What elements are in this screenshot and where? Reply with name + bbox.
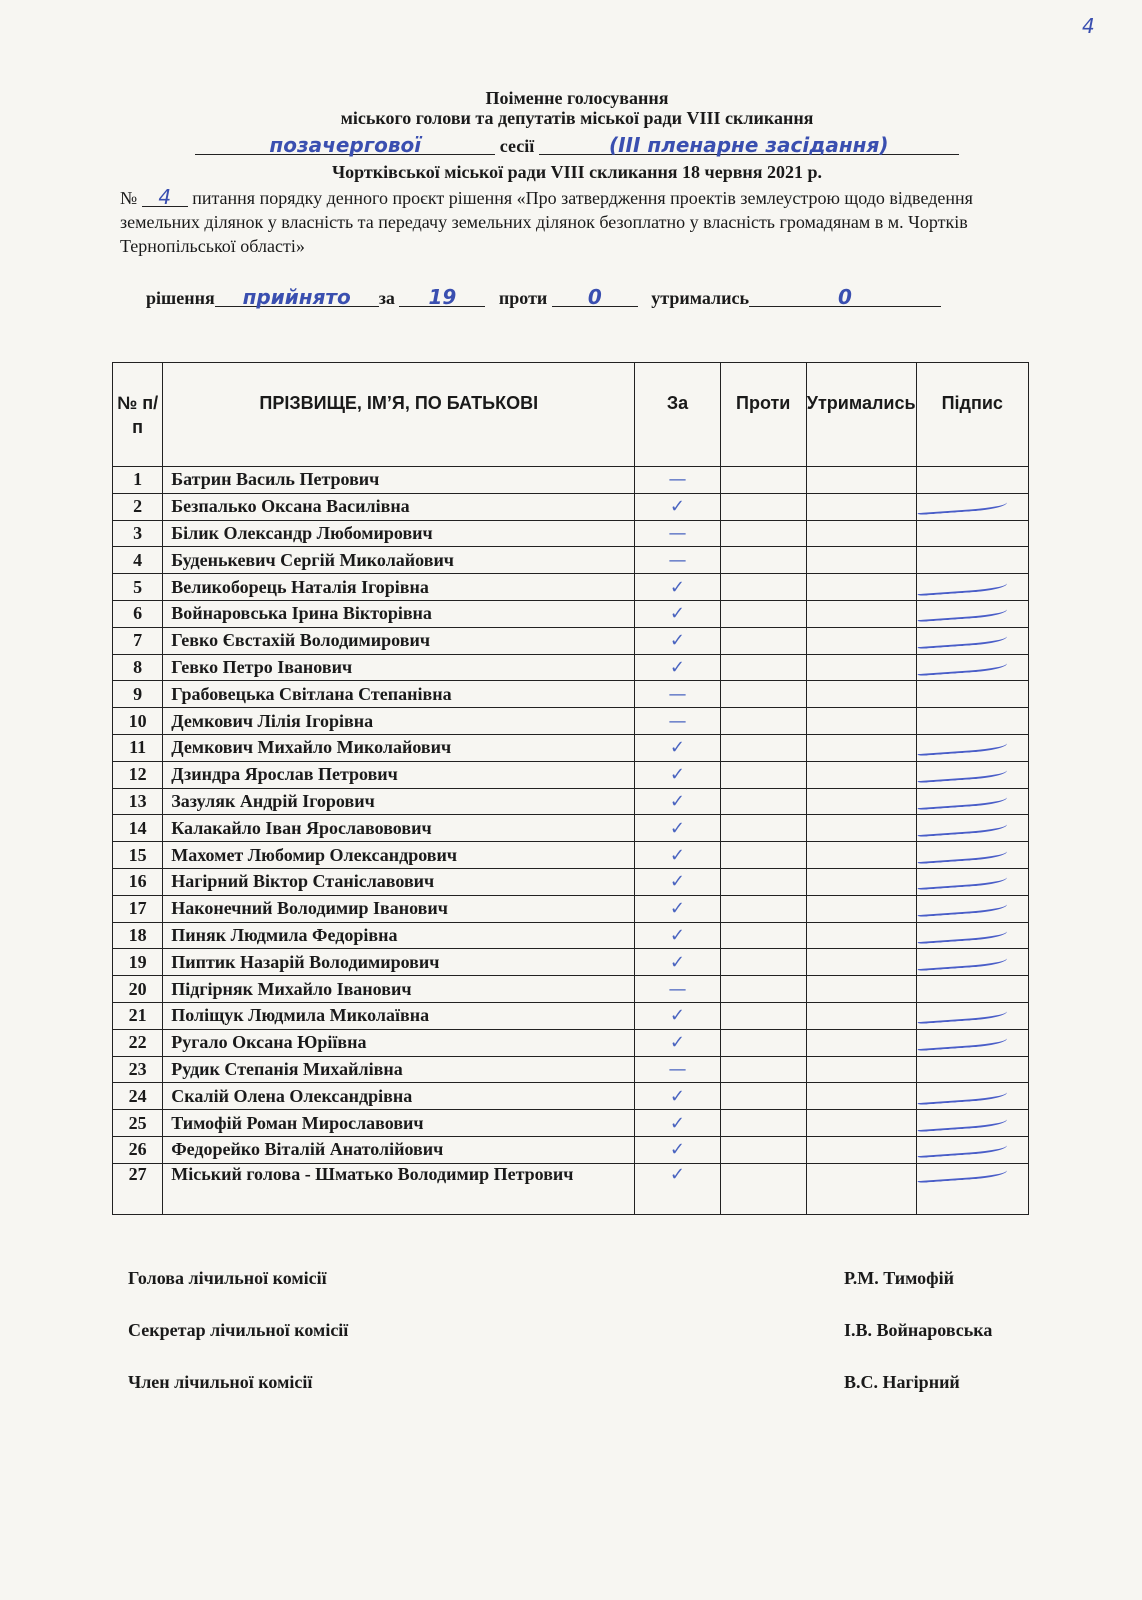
- for-value-blank: [399, 285, 485, 309]
- header-name: ПРІЗВИЩЕ, ІМ’Я, ПО БАТЬКОВІ: [163, 363, 635, 467]
- row-against-mark: [720, 1002, 806, 1029]
- row-for-mark: ✓: [635, 761, 720, 788]
- header-abstain: Утримались: [806, 363, 916, 467]
- signature-mark: [916, 895, 1007, 917]
- row-against-mark: [720, 734, 806, 761]
- row-number: 15: [113, 842, 163, 869]
- row-name: Безпалько Оксана Василівна: [163, 493, 635, 520]
- row-signature: [916, 815, 1028, 842]
- row-for-mark: —: [635, 1056, 720, 1083]
- row-against-mark: [720, 1110, 806, 1137]
- signature-mark: [916, 1083, 1007, 1105]
- row-number: 7: [113, 627, 163, 654]
- header-signature: Підпис: [916, 363, 1028, 467]
- abstain-label: утримались: [651, 288, 749, 308]
- signature-mark: [916, 761, 1007, 783]
- for-label: за: [378, 288, 395, 308]
- row-against-mark: [720, 788, 806, 815]
- row-against-mark: [720, 708, 806, 735]
- signature-mark: [916, 1136, 1007, 1158]
- row-against-mark: [720, 949, 806, 976]
- row-name: Демкович Михайло Миколайович: [163, 734, 635, 761]
- row-signature: [916, 520, 1028, 547]
- row-number: 27: [113, 1163, 163, 1214]
- row-signature: [916, 1136, 1028, 1163]
- row-abstain-mark: [806, 815, 916, 842]
- row-name: Ругало Оксана Юріївна: [163, 1029, 635, 1056]
- table-row: [113, 761, 1029, 788]
- row-signature: [916, 1163, 1028, 1214]
- row-for-mark: ✓: [635, 1136, 720, 1163]
- row-for-mark: ✓: [635, 788, 720, 815]
- row-number: 8: [113, 654, 163, 681]
- row-number: 10: [113, 708, 163, 735]
- row-for-mark: —: [635, 681, 720, 708]
- row-for-mark: —: [635, 976, 720, 1003]
- row-abstain-mark: [806, 761, 916, 788]
- row-for-mark: —: [635, 520, 720, 547]
- signature-mark: [916, 573, 1007, 595]
- row-name: Пиняк Людмила Федорівна: [163, 922, 635, 949]
- row-number: 21: [113, 1002, 163, 1029]
- row-abstain-mark: [806, 627, 916, 654]
- row-signature: [916, 1002, 1028, 1029]
- row-signature: [916, 976, 1028, 1003]
- signature-mark: [916, 1029, 1007, 1051]
- against-label: проти: [498, 288, 548, 308]
- row-abstain-mark: [806, 1136, 916, 1163]
- row-abstain-mark: [806, 493, 916, 520]
- table-row: [113, 520, 1029, 547]
- row-number: 5: [113, 574, 163, 601]
- for-value-handwritten: 19: [428, 285, 457, 309]
- signature-mark: [916, 627, 1007, 649]
- row-abstain-mark: [806, 1056, 916, 1083]
- row-name: Білик Олександр Любомирович: [163, 520, 635, 547]
- signature-mark: [916, 788, 1007, 810]
- row-name: Демкович Лілія Ігорівна: [163, 708, 635, 735]
- row-name: Пиптик Назарій Володимирович: [163, 949, 635, 976]
- row-against-mark: [720, 1136, 806, 1163]
- row-number: 17: [113, 895, 163, 922]
- header-for: За: [635, 363, 720, 467]
- signature-mark: [916, 1161, 1007, 1183]
- row-abstain-mark: [806, 788, 916, 815]
- signature-mark: [916, 949, 1007, 971]
- row-for-mark: ✓: [635, 868, 720, 895]
- row-against-mark: [720, 1056, 806, 1083]
- table-row: [113, 547, 1029, 574]
- row-against-mark: [720, 520, 806, 547]
- row-signature: [916, 1029, 1028, 1056]
- row-name: Рудик Степанія Михайлівна: [163, 1056, 635, 1083]
- signature-mark: [916, 600, 1007, 622]
- row-name: Наконечний Володимир Іванович: [163, 895, 635, 922]
- question-number-handwritten: 4: [158, 185, 172, 209]
- row-for-mark: ✓: [635, 895, 720, 922]
- row-signature: [916, 493, 1028, 520]
- question-number-blank: [142, 185, 188, 209]
- row-name: Махомет Любомир Олександрович: [163, 842, 635, 869]
- table-row: [113, 467, 1029, 494]
- row-number: 16: [113, 868, 163, 895]
- row-for-mark: ✓: [635, 734, 720, 761]
- row-abstain-mark: [806, 734, 916, 761]
- signature-mark: [916, 841, 1007, 863]
- row-name: Великоборець Наталія Ігорівна: [163, 574, 635, 601]
- row-name: Федорейко Віталій Анатолійович: [163, 1136, 635, 1163]
- row-number: 11: [113, 734, 163, 761]
- row-for-mark: ✓: [635, 842, 720, 869]
- table-row: [113, 734, 1029, 761]
- footer-person: Р.М. Тимофій: [844, 1268, 955, 1288]
- header-against: Проти: [720, 363, 806, 467]
- row-number: 1: [113, 467, 163, 494]
- table-row: [113, 788, 1029, 815]
- row-against-mark: [720, 654, 806, 681]
- table-row: [113, 1136, 1029, 1163]
- row-signature: [916, 868, 1028, 895]
- header-line-1: Поіменне голосування: [485, 88, 669, 108]
- row-abstain-mark: [806, 654, 916, 681]
- row-against-mark: [720, 868, 806, 895]
- row-abstain-mark: [806, 1110, 916, 1137]
- row-against-mark: [720, 761, 806, 788]
- footer-role: Член лічильної комісії: [128, 1372, 313, 1392]
- row-abstain-mark: [806, 868, 916, 895]
- decision-value-handwritten: прийнято: [242, 285, 351, 309]
- row-for-mark: ✓: [635, 1163, 720, 1214]
- row-name: Войнаровська Ірина Вікторівна: [163, 600, 635, 627]
- row-number: 9: [113, 681, 163, 708]
- table-row: [113, 815, 1029, 842]
- row-name: Міський голова - Шматько Володимир Петрович: [163, 1163, 635, 1214]
- row-number: 18: [113, 922, 163, 949]
- row-for-mark: ✓: [635, 627, 720, 654]
- against-value-blank: [552, 285, 638, 309]
- row-number: 24: [113, 1083, 163, 1110]
- row-name: Дзиндра Ярослав Петрович: [163, 761, 635, 788]
- row-name: Тимофій Роман Мирославович: [163, 1110, 635, 1137]
- row-against-mark: [720, 976, 806, 1003]
- question-text: питання порядку денного проєкт рішення «Про затвердження проектів землеустрою щодо відведення земельних ділянок у власність та передачу земельних ділянок безоплатно у власність громадянам в м. Чортків Тернопільської області»: [120, 188, 973, 256]
- row-number: 22: [113, 1029, 163, 1056]
- row-for-mark: —: [635, 547, 720, 574]
- row-signature: [916, 1083, 1028, 1110]
- row-number: 3: [113, 520, 163, 547]
- vote-table-body: [113, 467, 1029, 1215]
- row-number: 26: [113, 1136, 163, 1163]
- table-row: [113, 708, 1029, 735]
- signature-mark: [916, 654, 1007, 676]
- row-for-mark: —: [635, 467, 720, 494]
- row-against-mark: [720, 895, 806, 922]
- table-row: [113, 600, 1029, 627]
- table-row: [113, 895, 1029, 922]
- row-abstain-mark: [806, 520, 916, 547]
- row-against-mark: [720, 547, 806, 574]
- header-line-4: Чортківської міської ради VIII скликання 18 червня 2021 р.: [331, 162, 823, 182]
- row-name: Гевко Петро Іванович: [163, 654, 635, 681]
- row-for-mark: —: [635, 708, 720, 735]
- session-type-blank: [195, 133, 495, 157]
- row-number: 12: [113, 761, 163, 788]
- row-against-mark: [720, 922, 806, 949]
- row-signature: [916, 574, 1028, 601]
- row-signature: [916, 600, 1028, 627]
- row-against-mark: [720, 1163, 806, 1214]
- row-number: 2: [113, 493, 163, 520]
- row-for-mark: ✓: [635, 600, 720, 627]
- table-row: [113, 868, 1029, 895]
- signature-mark: [916, 734, 1007, 756]
- signature-mark: [916, 1109, 1007, 1131]
- row-for-mark: ✓: [635, 949, 720, 976]
- row-abstain-mark: [806, 467, 916, 494]
- signature-mark: [916, 493, 1007, 515]
- question-number-prefix: №: [120, 188, 138, 208]
- table-header-row: [113, 363, 1029, 467]
- table-row: [113, 976, 1029, 1003]
- abstain-value-blank: [749, 285, 941, 309]
- header-num: № п/п: [113, 363, 163, 467]
- row-signature: [916, 547, 1028, 574]
- signature-mark: [916, 1002, 1007, 1024]
- table-row: [113, 842, 1029, 869]
- table-row: [113, 922, 1029, 949]
- row-abstain-mark: [806, 1163, 916, 1214]
- row-for-mark: ✓: [635, 1002, 720, 1029]
- row-against-mark: [720, 467, 806, 494]
- row-signature: [916, 922, 1028, 949]
- row-abstain-mark: [806, 1002, 916, 1029]
- row-abstain-mark: [806, 895, 916, 922]
- table-row: [113, 1110, 1029, 1137]
- row-abstain-mark: [806, 574, 916, 601]
- table-row: [113, 1056, 1029, 1083]
- table-row: [113, 949, 1029, 976]
- against-value-handwritten: 0: [587, 285, 602, 309]
- row-signature: [916, 1056, 1028, 1083]
- row-abstain-mark: [806, 1029, 916, 1056]
- row-number: 20: [113, 976, 163, 1003]
- row-name: Скалій Олена Олександрівна: [163, 1083, 635, 1110]
- row-against-mark: [720, 681, 806, 708]
- decision-line: [146, 285, 941, 309]
- header-session-line: [112, 133, 1042, 157]
- table-row: [113, 1163, 1029, 1214]
- row-signature: [916, 681, 1028, 708]
- table-row: [113, 1029, 1029, 1056]
- table-row: [113, 1083, 1029, 1110]
- row-name: Зазуляк Андрій Ігорович: [163, 788, 635, 815]
- row-signature: [916, 842, 1028, 869]
- table-row: [113, 493, 1029, 520]
- footer-role: Секретар лічильної комісії: [128, 1320, 349, 1340]
- row-signature: [916, 761, 1028, 788]
- row-for-mark: ✓: [635, 1029, 720, 1056]
- footer-person: В.С. Нагірний: [844, 1372, 960, 1392]
- row-against-mark: [720, 493, 806, 520]
- row-signature: [916, 949, 1028, 976]
- question-text-block: [120, 186, 1050, 258]
- row-against-mark: [720, 842, 806, 869]
- row-number: 25: [113, 1110, 163, 1137]
- row-against-mark: [720, 1029, 806, 1056]
- row-signature: [916, 895, 1028, 922]
- row-signature: [916, 654, 1028, 681]
- row-for-mark: ✓: [635, 1110, 720, 1137]
- row-name: Калакайло Іван Ярославовович: [163, 815, 635, 842]
- row-name: Батрин Василь Петрович: [163, 467, 635, 494]
- abstain-value-handwritten: 0: [838, 285, 852, 309]
- session-type-handwritten: позачергової: [269, 133, 422, 157]
- row-signature: [916, 467, 1028, 494]
- row-abstain-mark: [806, 600, 916, 627]
- row-against-mark: [720, 574, 806, 601]
- row-name: Буденькевич Сергій Миколайович: [163, 547, 635, 574]
- row-against-mark: [720, 1083, 806, 1110]
- row-abstain-mark: [806, 842, 916, 869]
- row-for-mark: ✓: [635, 922, 720, 949]
- row-abstain-mark: [806, 949, 916, 976]
- row-number: 4: [113, 547, 163, 574]
- row-number: 14: [113, 815, 163, 842]
- row-against-mark: [720, 815, 806, 842]
- session-note-blank: [539, 133, 959, 157]
- table-row: [113, 627, 1029, 654]
- row-abstain-mark: [806, 547, 916, 574]
- row-signature: [916, 734, 1028, 761]
- decision-label: рішення: [146, 288, 215, 308]
- row-against-mark: [720, 627, 806, 654]
- row-for-mark: ✓: [635, 574, 720, 601]
- row-against-mark: [720, 600, 806, 627]
- signature-mark: [916, 868, 1007, 890]
- row-number: 23: [113, 1056, 163, 1083]
- signature-mark: [916, 922, 1007, 944]
- signature-mark: [916, 815, 1007, 837]
- row-number: 13: [113, 788, 163, 815]
- row-abstain-mark: [806, 976, 916, 1003]
- row-name: Гевко Євстахій Володимирович: [163, 627, 635, 654]
- row-for-mark: ✓: [635, 654, 720, 681]
- page-number: 4: [1082, 14, 1095, 38]
- row-signature: [916, 788, 1028, 815]
- session-word: сесії: [499, 136, 535, 156]
- row-name: Нагірний Віктор Станіславович: [163, 868, 635, 895]
- row-signature: [916, 627, 1028, 654]
- row-for-mark: ✓: [635, 1083, 720, 1110]
- row-number: 19: [113, 949, 163, 976]
- row-for-mark: ✓: [635, 815, 720, 842]
- table-row: [113, 574, 1029, 601]
- row-name: Грабовецька Світлана Степанівна: [163, 681, 635, 708]
- footer-role: Голова лічильної комісії: [128, 1268, 327, 1288]
- row-abstain-mark: [806, 681, 916, 708]
- table-row: [113, 1002, 1029, 1029]
- footer-person: І.В. Войнаровська: [844, 1320, 993, 1340]
- row-abstain-mark: [806, 708, 916, 735]
- row-for-mark: ✓: [635, 493, 720, 520]
- table-row: [113, 681, 1029, 708]
- decision-value-blank: [215, 285, 379, 309]
- row-name: Поліщук Людмила Миколаївна: [163, 1002, 635, 1029]
- session-note-handwritten: (ІІІ пленарне засідання): [608, 133, 889, 157]
- header-line-2: міського голови та депутатів міської ради VIII скликання: [340, 108, 814, 128]
- row-signature: [916, 708, 1028, 735]
- row-abstain-mark: [806, 922, 916, 949]
- table-row: [113, 654, 1029, 681]
- row-number: 6: [113, 600, 163, 627]
- row-name: Підгірняк Михайло Іванович: [163, 976, 635, 1003]
- row-abstain-mark: [806, 1083, 916, 1110]
- row-signature: [916, 1110, 1028, 1137]
- vote-table: [112, 362, 1029, 1215]
